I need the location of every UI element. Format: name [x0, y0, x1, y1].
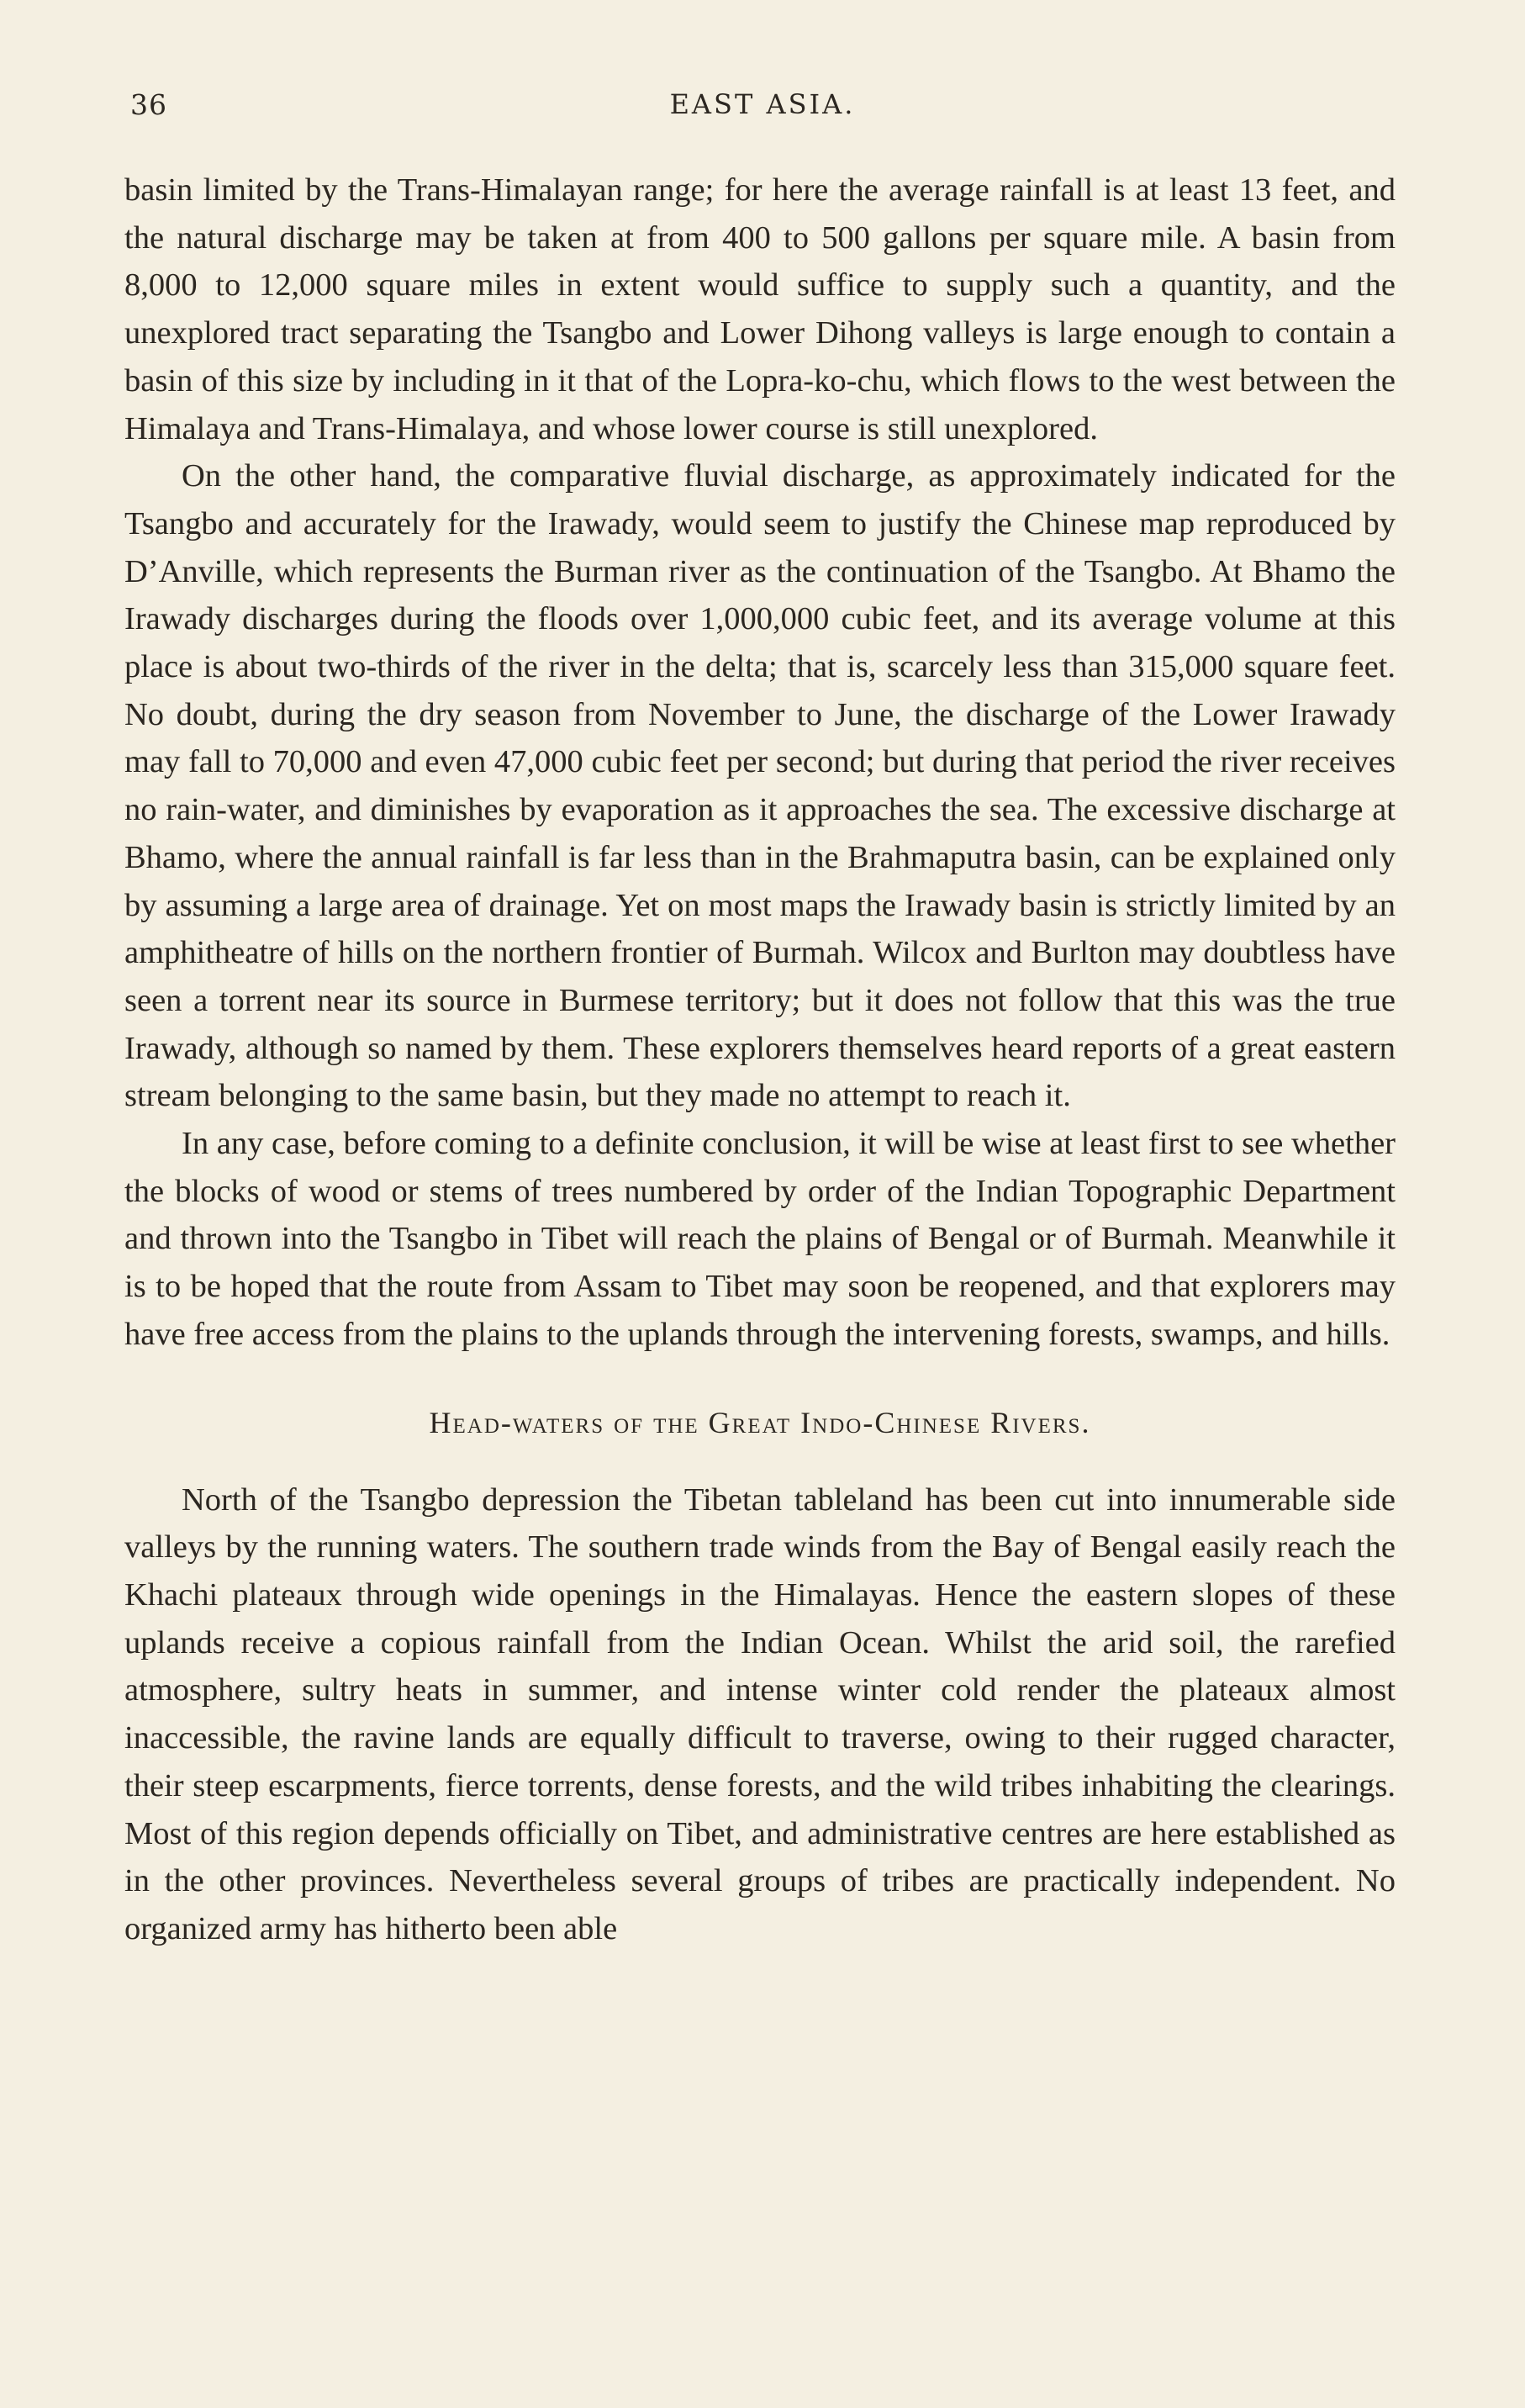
running-title: EAST ASIA.: [669, 88, 856, 120]
page-number: 36: [130, 88, 167, 121]
section-heading: Head-waters of the Great Indo-Chinese Rivers.: [429, 1405, 1091, 1439]
page-header: [0, 88, 1525, 139]
paragraph: North of the Tsangbo depression the Tibetan tableland has been cut into innumerable side valleys by the running waters. The southern trade winds from the Bay of Bengal easily reach the Khachi plateaux through wide openings in the Himalayas. Hence the eastern slopes of these uplands receive a copious rainfall from the Indian Ocean. Whilst the arid soil, the rarefied atmosphere, sultry heats in summer, and intense winter cold render the plateaux almost inaccessible, the ravine lands are equally difficult to traverse, owing to their rugged character, their steep escarpments, fierce torrents, dense forests, and the wild tribes inhabiting the clearings. Most of this region depends officially on Tibet, and administrative centres are here established as in the other provinces. Nevertheless several groups of tribes are practically independent. No organized army has hitherto been able: [124, 1481, 1396, 1946]
paragraph: On the other hand, the comparative fluvial discharge, as approximately indicated for the Tsangbo and accurately for the Irawady, would seem to justify the Chinese map reproduced by D’Anville, which represents the Burman river as the continuation of the Tsangbo. At Bhamo the Irawady discharges during the floods over 1,000,000 cubic feet, and its average volume at this place is about two-thirds of the river in the delta; that is, scarcely less than 315,000 square feet. No doubt, during the dry season from November to June, the discharge of the Lower Irawady may fall to 70,000 and even 47,000 cubic feet per second; but during that period the river receives no rain-water, and diminishes by evaporation as it approaches the sea. The excessive discharge at Bhamo, where the annual rainfall is far less than in the Brahmaputra basin, can be explained only by assuming a large area of drainage. Yet on most maps the Irawady basin is strictly limited by an amphitheatre of hills on the northern frontier of Burmah. Wilcox and Burlton may doubtless have seen a torrent near its source in Burmese territory; but it does not follow that this was the true Irawady, although so named by them. These explorers themselves heard reports of a great eastern stream belonging to the same basin, but they made no attempt to reach it.: [124, 458, 1396, 1114]
paragraph: In any case, before coming to a definite conclusion, it will be wise at least first to see whether the blocks of wood or stems of trees numbered by order of the Indian Topographic Department and thrown into the Tsangbo in Tibet will reach the plains of Bengal or of Burmah. Meanwhile it is to be hoped that the route from Assam to Tibet may soon be reopened, and that explorers may have free access from the plains to the uplands through the intervening forests, swamps, and hills.: [124, 1126, 1396, 1352]
paragraph-continued: basin limited by the Trans-Himalayan range; for here the average rainfall is at least 13 feet, and the natural discharge may be taken at from 400 to 500 gallons per square mile. A basin from 8,000 to 12,000 square miles in extent would suffice to supply such a quantity, and the unexplored tract separating the Tsangbo and Lower Dihong valleys is large enough to contain a basin of this size by including in it that of the Lopra-ko-chu, which flows to the west between the Himalaya and Trans-Himalaya, and whose lower course is still unexplored.: [124, 172, 1396, 446]
body-text: [124, 166, 1396, 1953]
